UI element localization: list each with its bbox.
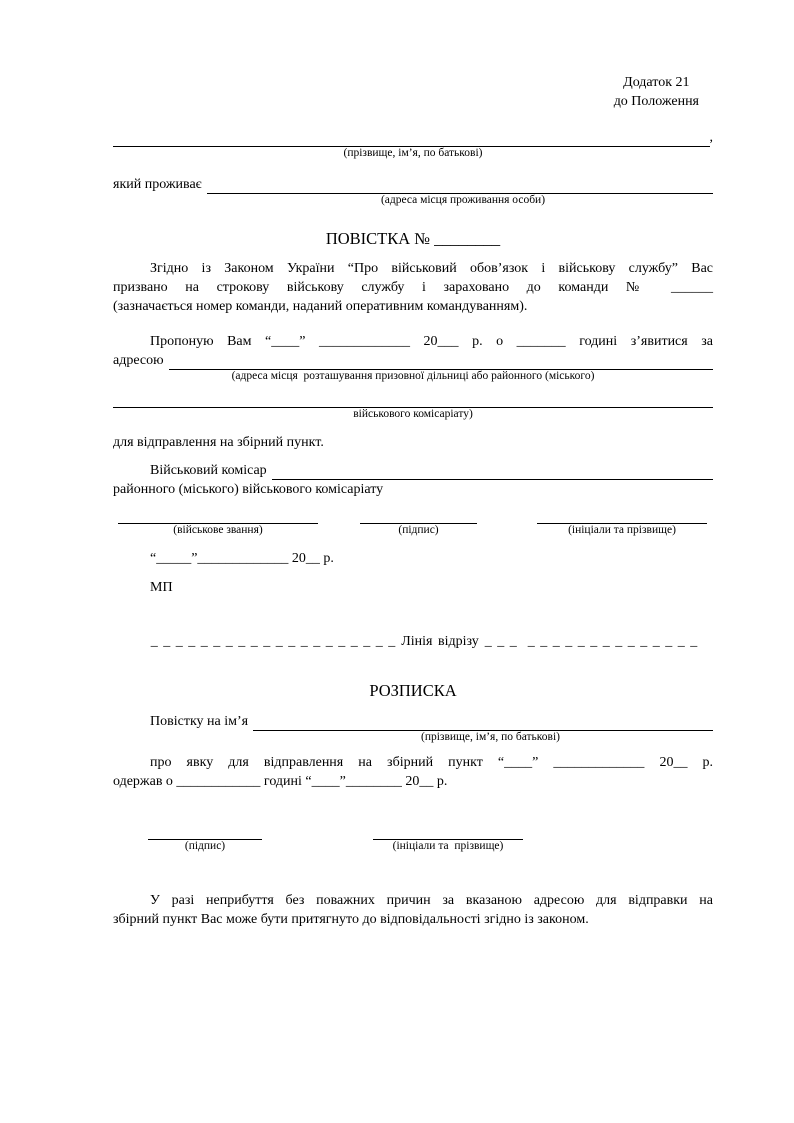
rank-hint: (військове звання): [173, 524, 263, 536]
signature-col-sign: [360, 507, 477, 537]
receipt-body-line2: одержав о ____________ годині “____”________ 20__ р.: [113, 774, 448, 789]
sign-blank: [360, 507, 477, 524]
appendix-line2: до Положення: [613, 94, 699, 109]
commissar-label: Військовий комісар: [150, 463, 267, 478]
address-blank: [169, 351, 713, 370]
receipt-title: РОЗПИСКА: [369, 681, 457, 700]
fullname-blank: [113, 128, 710, 147]
receipt-col-sign: [148, 823, 262, 853]
law-paragraph: [113, 259, 713, 316]
date-line: “_____”_____________ 20__ р.: [150, 551, 334, 566]
law-line1: Згідно із Законом України “Про військовий обов’язок і військову службу” Вас: [150, 261, 713, 276]
receipt-sign-hint: (підпис): [184, 840, 226, 852]
address-label: адресою: [113, 353, 164, 368]
cut-line-left-dashes: _ _ _ _ _ _ _ _ _ _ _ _ _ _ _ _ _ _ _ _: [150, 634, 396, 649]
receipt-sign-blank: [148, 823, 262, 840]
commissar-line2: районного (міського) військового комісаріату: [113, 482, 384, 497]
residence-hint: (адреса місця проживання особи): [380, 194, 546, 206]
receipt-name-line: [113, 712, 713, 731]
receipt-name-label: Повістку на ім’я: [150, 714, 249, 729]
stamp-mark: МП: [150, 580, 173, 595]
residence-line: [113, 175, 713, 194]
address-line: [113, 351, 713, 370]
initials-hint: (ініціали та прізвище): [568, 524, 676, 536]
appendix-ref-block: [614, 73, 699, 111]
sign-hint: (підпис): [398, 524, 439, 536]
initials-blank: [537, 507, 707, 524]
signature-row: [113, 507, 713, 537]
dispatch-line: для відправлення на збірний пункт.: [113, 435, 324, 450]
warning-paragraph: [113, 891, 713, 929]
address-hint-1: (адреса місця розташування призовної дільниці або районного (міського): [231, 370, 595, 382]
cut-line-label: Лінія відрізу: [401, 634, 479, 649]
warning-line1: У разі неприбуття без поважних причин за вказаною адресою для відправки на: [150, 893, 713, 908]
appendix-line1: Додаток 21: [623, 75, 690, 90]
receipt-body-line1: про явку для відправлення на збірний пункт “____” _____________ 20__ р.: [150, 755, 713, 770]
residence-label: який проживає: [113, 177, 202, 192]
residence-blank: [207, 175, 713, 194]
commissar-line: [113, 461, 713, 480]
commissar-blank: [272, 461, 713, 480]
appendix-ref: [113, 73, 713, 111]
summons-title: ПОВІСТКА № ________: [325, 229, 501, 248]
address-blank-2: [113, 397, 713, 408]
receipt-initials-blank: [373, 823, 523, 840]
fullname-line: [113, 128, 713, 147]
address-hint-2: військового комісаріату): [353, 408, 473, 420]
receipt-initials-hint: (ініціали та прізвище): [392, 840, 504, 852]
receipt-col-name: [373, 823, 523, 853]
signature-col-name: [537, 507, 707, 537]
signature-col-rank: [118, 507, 318, 537]
receipt-body: [113, 753, 713, 791]
cut-line-right-dashes: _ _ _ _ _ _ _ _ _ _ _ _ _ _ _ _ _: [484, 634, 698, 649]
fullname-hint: (прізвище, ім’я, по батькові): [343, 147, 483, 159]
receipt-name-hint: (прізвище, ім’я, по батькові): [420, 731, 561, 743]
receipt-name-blank: [253, 712, 713, 731]
appear-paragraph: [113, 332, 713, 421]
law-line3: (зазначається номер команди, наданий оперативним командуванням).: [113, 299, 528, 314]
fullname-comma: ,: [709, 130, 713, 145]
appear-line1: Пропоную Вам “____” _____________ 20___ р. о _______ годині з’явитися за: [150, 334, 713, 349]
law-line2: призвано на строкову військову службу і зараховано до команди № ______: [113, 280, 713, 295]
receipt-signature-row: [113, 823, 713, 853]
rank-blank: [118, 507, 318, 524]
warning-line2: збірний пункт Вас може бути притягнуто до відповідальності згідно із законом.: [113, 912, 589, 927]
cut-line: [113, 613, 713, 670]
